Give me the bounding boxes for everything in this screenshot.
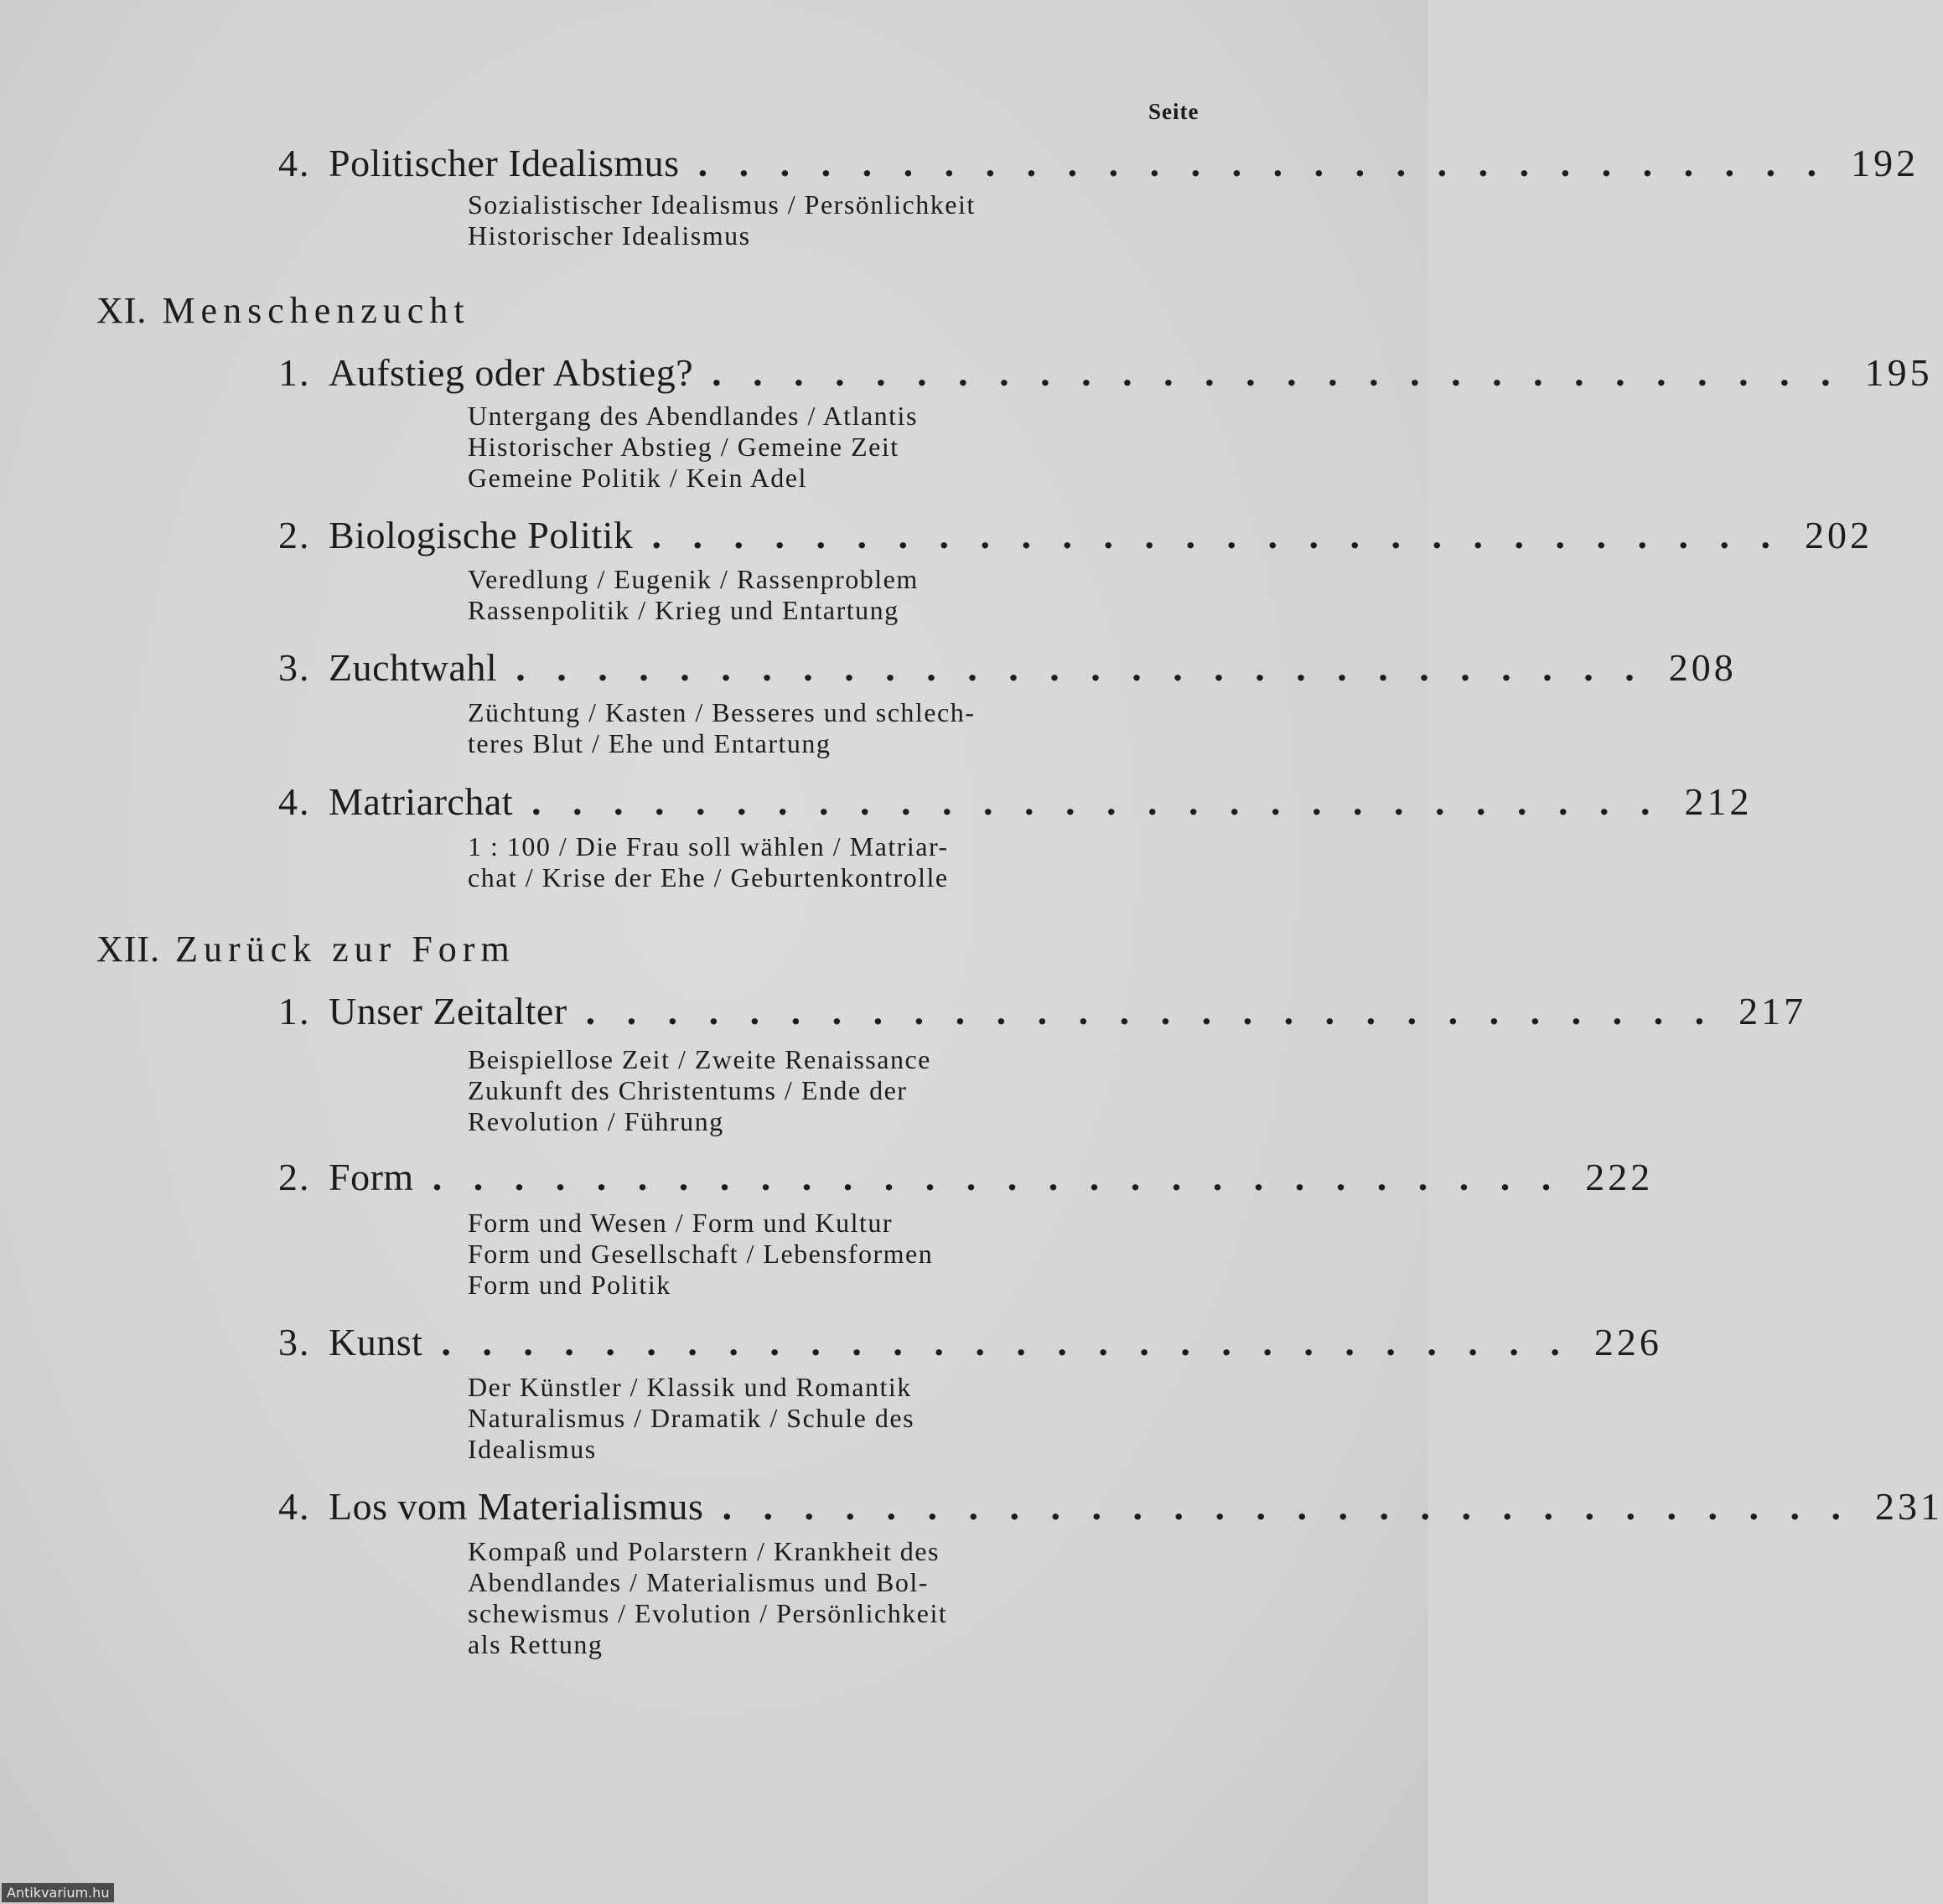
subtopic-line: Untergang des Abendlandes / Atlantis xyxy=(468,401,918,431)
entry-page-number: 208 xyxy=(1668,646,1737,689)
dot-leader: . . . . . . . . . . . . . . . . . . . . . . . . . . . . xyxy=(722,1485,1852,1528)
entry-number: 1. xyxy=(278,351,311,394)
entry-subtopics xyxy=(468,1372,1031,1465)
entry-title: Biologische Politik xyxy=(329,514,634,556)
section-roman: XII. xyxy=(96,929,161,970)
entry-number: 1. xyxy=(278,990,311,1032)
seite-column-header: Seite xyxy=(1148,99,1199,124)
toc-entry xyxy=(278,350,1933,397)
subtopic-line: Form und Wesen / Form und Kultur xyxy=(468,1208,894,1238)
entry-page-number: 192 xyxy=(1851,142,1920,184)
subtopic-line: als Rettung xyxy=(468,1629,604,1659)
toc-entry xyxy=(278,779,1753,826)
entry-page-number: 226 xyxy=(1593,1321,1662,1363)
subtopic-line: Naturalismus / Dramatik / Schule des xyxy=(468,1403,915,1433)
subtopic-line: Idealismus xyxy=(468,1434,597,1464)
section-heading-xi xyxy=(96,289,470,332)
subtopic-line: Sozialistischer Idealismus / Persönlichkeit xyxy=(468,189,976,220)
dot-leader: . . . . . . . . . . . . . . . . . . . . . . . . . . . . xyxy=(441,1321,1571,1363)
entry-subtopics xyxy=(468,697,1031,759)
entry-title: Kunst xyxy=(329,1321,423,1363)
entry-number: 2. xyxy=(278,514,311,556)
entry-subtopics xyxy=(468,1044,1031,1137)
entry-title: Politischer Idealismus xyxy=(329,142,680,184)
entry-number: 2. xyxy=(278,1156,311,1198)
subtopic-line: Historischer Abstieg / Gemeine Zeit xyxy=(468,432,899,462)
dot-leader: . . . . . . . . . . . . . . . . . . . . . . . . . . . . xyxy=(651,514,1781,556)
entry-page-number: 195 xyxy=(1864,351,1933,394)
entry-number: 4. xyxy=(278,780,311,823)
toc-entry xyxy=(278,1320,1662,1367)
toc-entry xyxy=(278,645,1737,692)
dot-leader: . . . . . . . . . . . . . . . . . . . . . . . . . . . . xyxy=(516,646,1645,689)
subtopic-line: Kompaß und Polarstern / Krankheit des xyxy=(468,1536,940,1566)
entry-page-number: 217 xyxy=(1738,990,1807,1032)
dot-leader: . . . . . . . . . . . . . . . . . . . . . . . . . . . . xyxy=(585,990,1716,1032)
subtopic-line: Historischer Idealismus xyxy=(468,220,751,251)
subtopic-line: Züchtung / Kasten / Besseres und schlech- xyxy=(468,697,976,727)
entry-page-number: 202 xyxy=(1804,514,1873,556)
entry-number: 4. xyxy=(278,1485,311,1528)
entry-page-number: 212 xyxy=(1684,780,1753,823)
section-heading-xii xyxy=(96,928,516,970)
entry-title: Form xyxy=(329,1156,414,1198)
section-title: Menschenzucht xyxy=(162,290,470,331)
dot-leader: . . . . . . . . . . . . . . . . . . . . . . . . . . . . xyxy=(432,1156,1562,1198)
entry-subtopics xyxy=(468,564,1031,626)
subtopic-line: chat / Krise der Ehe / Geburtenkontrolle xyxy=(468,862,949,892)
entry-title: Unser Zeitalter xyxy=(329,990,567,1032)
entry-subtopics xyxy=(468,401,1031,494)
toc-entry xyxy=(278,141,1920,188)
toc-entry xyxy=(278,989,1807,1036)
subtopic-line: Form und Gesellschaft / Lebensformen xyxy=(468,1239,934,1269)
entry-subtopics xyxy=(468,1208,1031,1301)
subtopic-line: Form und Politik xyxy=(468,1270,671,1300)
entry-title: Matriarchat xyxy=(329,780,514,823)
entry-number: 3. xyxy=(278,646,311,689)
toc-entry xyxy=(278,1155,1654,1202)
entry-subtopics xyxy=(468,1536,1031,1660)
section-roman: XI. xyxy=(96,290,148,331)
subtopic-line: Revolution / Führung xyxy=(468,1106,724,1136)
entry-subtopics xyxy=(468,189,1031,251)
subtopic-line: teres Blut / Ehe und Entartung xyxy=(468,728,832,758)
dot-leader: . . . . . . . . . . . . . . . . . . . . . . . . . . . . xyxy=(712,351,1842,394)
dot-leader: . . . . . . . . . . . . . . . . . . . . . . . . . . . . xyxy=(697,142,1828,184)
subtopic-line: Gemeine Politik / Kein Adel xyxy=(468,463,807,493)
toc-entry xyxy=(278,1484,1943,1531)
watermark-label: Antikvarium.hu xyxy=(2,1883,114,1902)
entry-title: Los vom Materialismus xyxy=(329,1485,704,1528)
entry-number: 4. xyxy=(278,142,311,184)
entry-subtopics xyxy=(468,831,1031,893)
toc-entry xyxy=(278,513,1873,560)
section-title: Zurück zur Form xyxy=(175,929,516,970)
dot-leader: . . . . . . . . . . . . . . . . . . . . . . . . . . . . xyxy=(531,780,1661,823)
subtopic-line: Zukunft des Christentums / Ende der xyxy=(468,1075,908,1105)
subtopic-line: Der Künstler / Klassik und Romantik xyxy=(468,1372,912,1402)
entry-number: 3. xyxy=(278,1321,311,1363)
entry-title: Zuchtwahl xyxy=(329,646,498,689)
subtopic-line: Abendlandes / Materialismus und Bol- xyxy=(468,1567,929,1597)
subtopic-line: Veredlung / Eugenik / Rassenproblem xyxy=(468,564,919,594)
subtopic-line: Beispiellose Zeit / Zweite Renaissance xyxy=(468,1044,931,1074)
entry-page-number: 231 xyxy=(1874,1485,1943,1528)
entry-title: Aufstieg oder Abstieg? xyxy=(329,351,694,394)
subtopic-line: schewismus / Evolution / Persönlichkeit xyxy=(468,1598,948,1628)
subtopic-line: 1 : 100 / Die Frau soll wählen / Matriar- xyxy=(468,831,949,861)
entry-page-number: 222 xyxy=(1585,1156,1654,1198)
subtopic-line: Rassenpolitik / Krieg und Entartung xyxy=(468,595,899,625)
